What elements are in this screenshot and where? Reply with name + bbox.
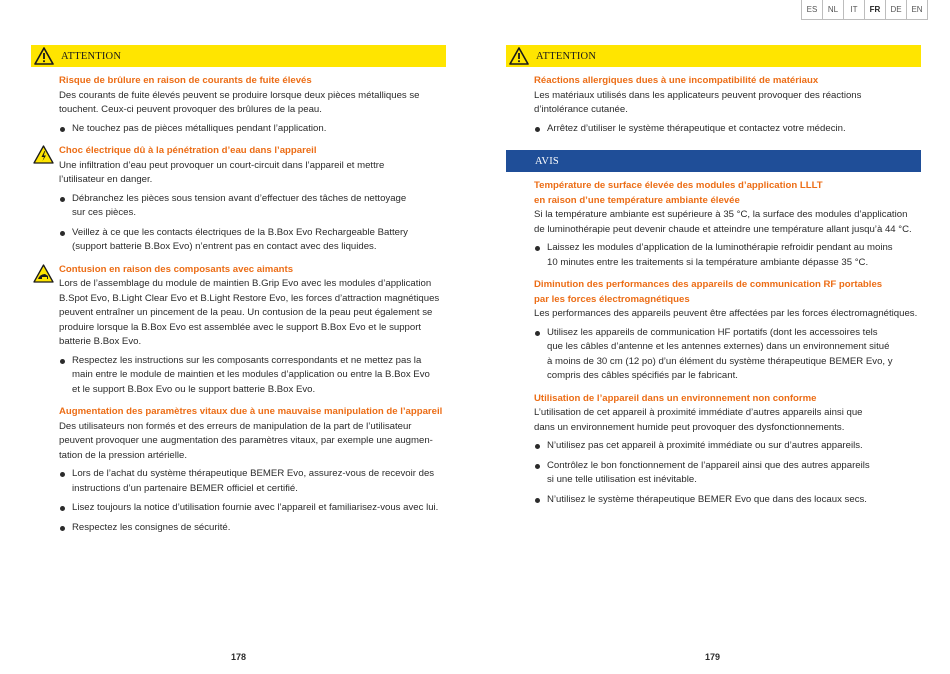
page-number-right: 179 [705, 652, 721, 662]
section-text: Lors de l’assemblage du module de maintien B.Grip Evo avec les modules d’application B.Spot Evo, B.Light Clear Evo et B.Light Restore Evo, les forces d’attraction magnétiques peuvent entraîner un pincement de la peau. Un contusion de la peau peut également se produire lorsque la B.Box Evo est assemblée avec le support B.Box Evo et le support batterie B.Box Evo. [59, 278, 440, 347]
section-text: L’utilisation de cet appareil à proximité immédiate d’autres appareils ainsi que dans un environnement humide peut provoquer des dysfonctionnements. [534, 407, 863, 433]
electric-shock-icon [33, 145, 54, 164]
section-surface-temperature [506, 179, 921, 270]
right-page [506, 45, 921, 512]
section-vital-parameters [31, 405, 446, 535]
magnet-contusion-icon [33, 264, 54, 283]
list-item: Arrêtez d’utiliser le système thérapeutique et contactez votre médecin. [534, 122, 921, 137]
attention-banner [31, 45, 446, 67]
list-item: Veillez à ce que les contacts électriques de la B.Box Evo Rechargeable Battery (support batterie B.Box Evo) n’entrent pas en contact avec des liquides. [59, 226, 446, 255]
list-item: Utilisez les appareils de communication HF portatifs (dont les accessoires tels que les câbles d’antenne et les antennes externes) dans un environnement situé à moins de 30 cm (12 po) d’un élément du système thérapeutique BEMER Evo, y compris des câbles spécifiés par le fabricant. [534, 326, 921, 384]
section-title: Température de surface élevée des modules d’application LLLT en raison d’une température ambiante élevée [534, 180, 823, 206]
section-text: Si la température ambiante est supérieure à 35 °C, la surface des modules d’application de luminothérapie peut devenir chaude et atteindre une température allant jusqu’à 44 °C. [534, 209, 912, 235]
bullet-list [59, 122, 446, 137]
lang-tab-fr[interactable]: FR [865, 0, 886, 20]
section-text: Une infiltration d’eau peut provoquer un court-circuit dans l’appareil et mettre l’utilisateur en danger. [59, 159, 385, 185]
section-electric-shock [31, 144, 446, 255]
list-item: Respectez les instructions sur les composants correspondants et ne mettez pas la main entre le module de maintien et les modules d’application ou entre la B.Box Evo et le support B.Box Evo ou le support batterie B.Box Evo. [59, 354, 446, 398]
section-text: Des courants de fuite élevés peuvent se produire lorsque deux pièces métalliques se touchent. Ceux-ci peuvent provoquer des brûlures de la peau. [59, 89, 420, 115]
list-item: N’utilisez pas cet appareil à proximité immédiate ou sur d’autres appareils. [534, 439, 921, 454]
warning-triangle-icon [508, 46, 530, 66]
section-title: Utilisation de l’appareil dans un environnement non conforme [534, 392, 817, 404]
lang-tab-it[interactable]: IT [844, 0, 865, 20]
list-item: Contrôlez le bon fonctionnement de l’appareil ainsi que des autres appareils si une telle utilisation est inévitable. [534, 459, 921, 488]
notice-banner [506, 150, 921, 172]
section-burn-risk [31, 74, 446, 136]
section-title: Diminution des performances des appareils de communication RF portables par les forces électromagnétiques [534, 279, 883, 305]
bullet-list [534, 326, 921, 384]
lang-tab-de[interactable]: DE [886, 0, 907, 20]
list-item: Ne touchez pas de pièces métalliques pendant l’application. [59, 122, 446, 137]
section-title: Risque de brûlure en raison de courants de fuite élevés [59, 75, 312, 86]
section-text: Les matériaux utilisés dans les applicateurs peuvent provoquer des réactions d’intolérance cutanée. [534, 89, 862, 115]
lang-tab-nl[interactable]: NL [823, 0, 844, 20]
page-number-left: 178 [231, 652, 247, 662]
section-allergic-reactions [506, 74, 921, 136]
section-title: Augmentation des paramètres vitaux due à une mauvaise manipulation de l’appareil [59, 406, 443, 417]
section-title: Réactions allergiques dues à une incompatibilité de matériaux [534, 75, 819, 86]
list-item: Respectez les consignes de sécurité. [59, 521, 446, 536]
attention-banner-label: ATTENTION [61, 50, 122, 62]
lang-tab-es[interactable]: ES [802, 0, 823, 20]
notice-banner-label: AVIS [535, 155, 559, 167]
list-item: Lisez toujours la notice d’utilisation fournie avec l’appareil et familiarisez-vous avec lui. [59, 501, 446, 516]
section-non-compliant-environment [506, 392, 921, 508]
language-tabs [801, 0, 928, 20]
section-text: Des utilisateurs non formés et des erreurs de manipulation de la part de l’utilisateur peuvent provoquer une augmentation des paramètres vitaux, par exemple une augmen- tation de la pression artérielle. [59, 420, 433, 461]
bullet-list [59, 354, 446, 398]
section-text: Les performances des appareils peuvent être affectées par les forces électromagnétiques. [534, 308, 918, 319]
bullet-list [534, 439, 921, 507]
bullet-list [59, 192, 446, 255]
bullet-list [534, 122, 921, 137]
warning-triangle-icon [33, 46, 55, 66]
section-rf-performance [506, 278, 921, 384]
attention-banner [506, 45, 921, 67]
bullet-list [534, 241, 921, 270]
list-item: Lors de l’achat du système thérapeutique BEMER Evo, assurez-vous de recevoir des instructions d’un partenaire BEMER officiel et certifié. [59, 467, 446, 496]
section-title: Choc électrique dû à la pénétration d’eau dans l’appareil [59, 145, 317, 156]
attention-banner-label: ATTENTION [536, 50, 597, 62]
section-title: Contusion en raison des composants avec aimants [59, 263, 294, 275]
left-page [31, 45, 446, 540]
bullet-list [59, 467, 446, 535]
list-item: Laissez les modules d’application de la luminothérapie refroidir pendant au moins 10 minutes entre les traitements si la température ambiante dépasse 35 °C. [534, 241, 921, 270]
list-item: Débranchez les pièces sous tension avant d’effectuer des tâches de nettoyage sur ces pièces. [59, 192, 446, 221]
section-contusion [31, 263, 446, 398]
lang-tab-en[interactable]: EN [907, 0, 928, 20]
list-item: N’utilisez le système thérapeutique BEMER Evo que dans des locaux secs. [534, 493, 921, 508]
